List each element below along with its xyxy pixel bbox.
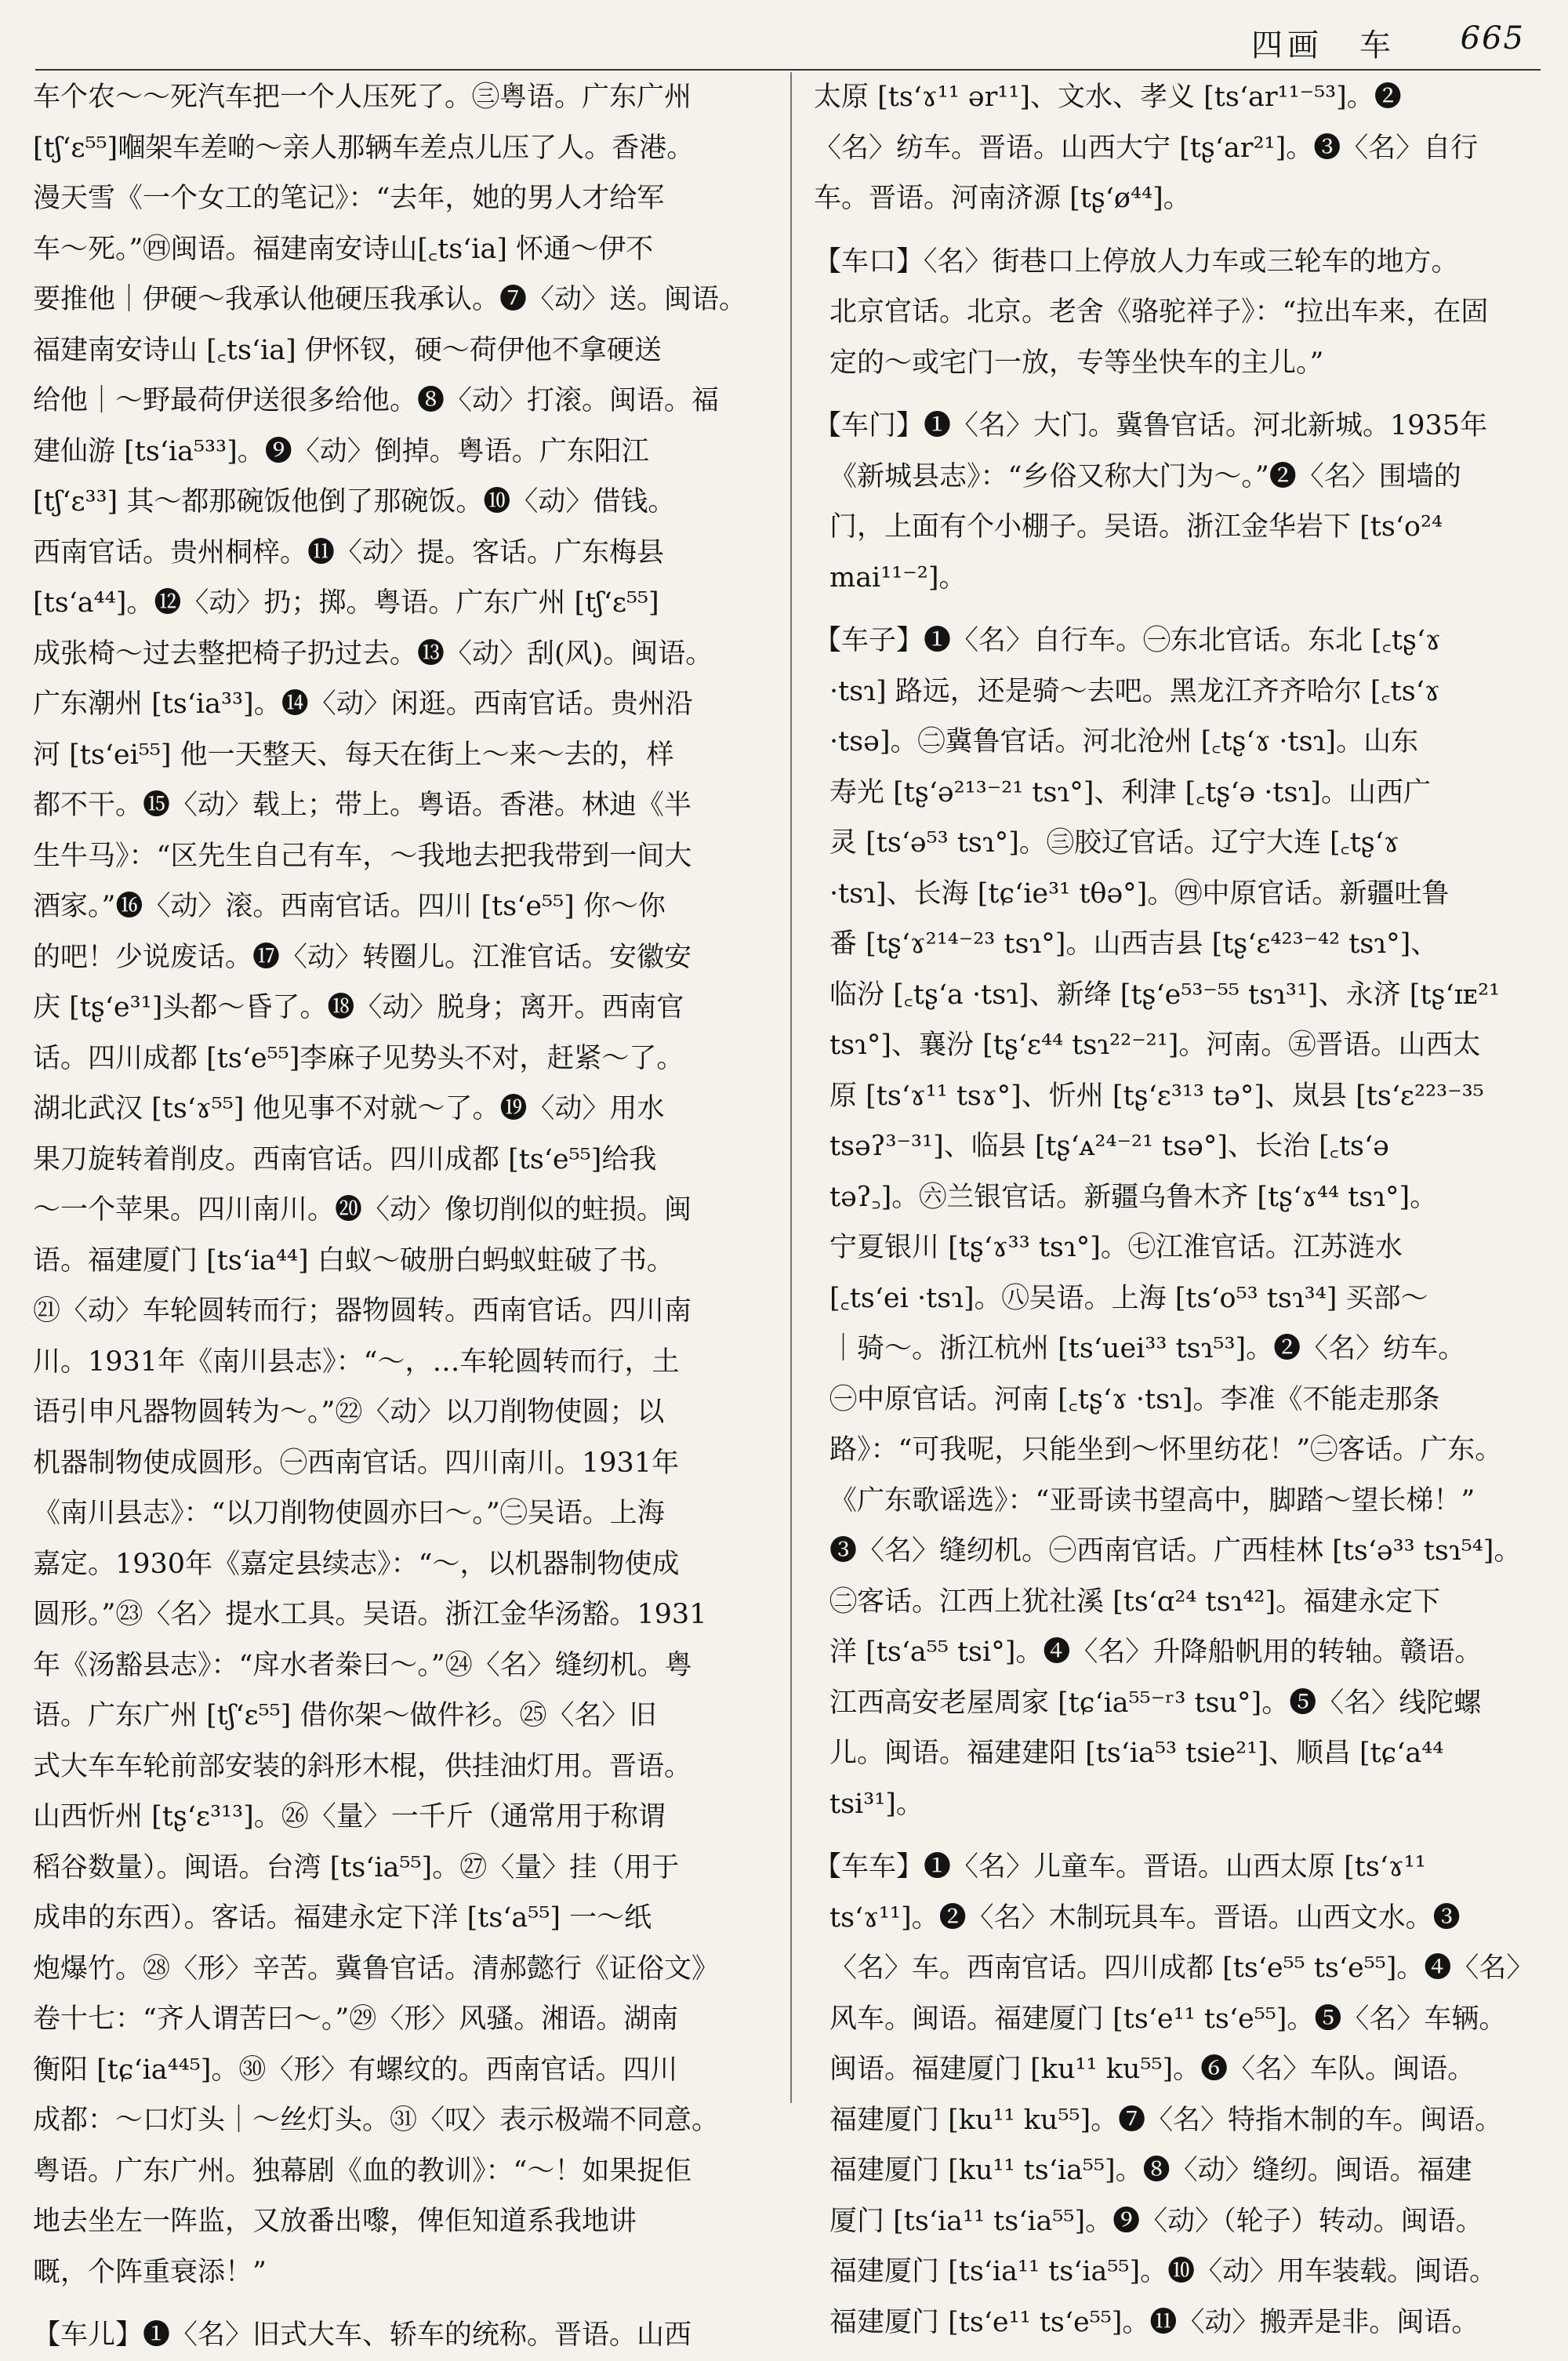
text-line: 成都：～口灯头｜～丝灯头。㉛〈叹〉表示极端不同意。 <box>33 2105 720 2136</box>
text-line: 年《汤豁县志》：“戽水者桊曰～。”㉔〈名〉缝纫机。粤 <box>33 1649 692 1681</box>
text-line: 灵 [tsʻə⁵³ tsɿ°]。㊂胶辽官话。辽宁大连 [꜀tʂʻɤ <box>829 827 1399 859</box>
text-line: 儿。闽语。福建建阳 [tsʻia⁵³ tsie²¹]、顺昌 [tɕʻa⁴⁴ <box>829 1738 1444 1769</box>
column-divider <box>790 72 792 2103</box>
text-line: 【车子】❶〈名〉自行车。㊀东北官话。东北 [꜀tʂʻɤ <box>814 625 1441 656</box>
text-line: 给他｜～野最荷伊送很多给他。❽〈动〉打滚。闽语。福 <box>33 385 720 416</box>
text-line: 宁夏银川 [tʂʻɤ³³ tsɿ°]。㊆江淮官话。江苏涟水 <box>829 1232 1403 1263</box>
text-line: 北京官话。北京。老舍《骆驼祥子》：“拉出车来，在固 <box>829 296 1489 328</box>
text-line: 的吧！少说废话。⓱〈动〉转圈儿。江淮官话。安徽安 <box>33 941 692 973</box>
text-line: [tʃʻɛ³³] 其～都那碗饭他倒了那碗饭。❿〈动〉借钱。 <box>33 486 676 518</box>
text-line: 厦门 [tsʻia¹¹ tsʻia⁵⁵]。❾〈动〉（轮子）转动。闽语。 <box>829 2205 1483 2237</box>
text-line: 生牛马》：“区先生自己有车，～我地去把我带到一间大 <box>33 840 692 872</box>
text-line: ～一个苹果。四川南川。⓴〈动〉像切削似的蛀损。闽 <box>33 1194 692 1226</box>
section-heading: 四画 车 <box>1251 27 1396 64</box>
text-line: 都不干。⓯〈动〉载上；带上。粤语。香港。林迪《半 <box>33 790 692 821</box>
text-line: [tʃʻɛ⁵⁵]嗰架车差啲～亲人那辆车差点儿压了人。香港。 <box>33 132 695 164</box>
text-line: 福建南安诗山 [꜀tsʻia] 伊怀钗，硬～荷伊他不拿硬送 <box>33 334 662 366</box>
text-line: 要推他｜伊硬～我承认他硬压我承认。❼〈动〉送。闽语。 <box>33 284 747 315</box>
text-line: 庆 [tʂʻe³¹]头都～昏了。⓲〈动〉脱身；离开。西南官 <box>33 992 684 1023</box>
right-column <box>814 72 1539 2338</box>
text-line: 【车门】❶〈名〉大门。冀鲁官话。河北新城。1935年 <box>814 410 1488 441</box>
text-line: 衡阳 [tɕʻia⁴⁴⁵]。㉚〈形〉有螺纹的。西南官话。四川 <box>33 2054 678 2086</box>
text-line: ㉑〈动〉车轮圆转而行；器物圆转。西南官话。四川南 <box>33 1295 692 1327</box>
text-line: 成张椅～过去整把椅子扔过去。⓭〈动〉刮(风)。闽语。 <box>33 637 713 670</box>
text-line: 江西高安老屋周家 [tɕʻia⁵⁵⁻ʳ³ tsu°]。❺〈名〉线陀螺 <box>829 1687 1482 1719</box>
text-line: 福建厦门 [ku¹¹ ku⁵⁵]。❼〈名〉特指木制的车。闽语。 <box>829 2104 1503 2136</box>
text-line: 卷十七：“齐人谓苦曰～。”㉙〈形〉风骚。湘语。湖南 <box>33 2003 679 2035</box>
text-line: 原 [tsʻɤ¹¹ tsɤ°]、忻州 [tʂʻɛ³¹³ tə°]、岚县 [tsʻɛ²²³⁻³⁵ <box>829 1080 1484 1112</box>
text-line: 广东潮州 [tsʻia³³]。⓮〈动〉闲逛。西南官话。贵州沿 <box>33 688 693 720</box>
header-rule <box>35 69 1541 71</box>
text-line: ㊁客话。江西上犹社溪 [tsʻɑ²⁴ tsɿ⁴²]。福建永定下 <box>829 1586 1441 1618</box>
text-line: ｜骑～。浙江杭州 [tsʻuei³³ tsɿ⁵³]。❷〈名〉纺车。 <box>829 1333 1466 1364</box>
text-line: 湖北武汉 [tsʻɤ⁵⁵] 他见事不对就～了。⓳〈动〉用水 <box>33 1093 665 1124</box>
continuation-text <box>33 72 766 2297</box>
text-line: 番 [tʂʻɤ²¹⁴⁻²³ tsɿ°]。山西吉县 [tʂʻɛ⁴²³⁻⁴² tsɿ°]、 <box>829 928 1439 960</box>
continuation-text <box>814 72 1539 224</box>
text-line: 嘉定。1930年《嘉定县续志》：“～，以机器制物使成 <box>33 1548 680 1580</box>
text-line: tsɿ°]、襄汾 [tʂʻɛ⁴⁴ tsɿ²²⁻²¹]。河南。㊄晋语。山西太 <box>829 1030 1481 1061</box>
text-line: 【车车】❶〈名〉儿童车。晋语。山西太原 [tsʻɤ¹¹ <box>814 1851 1426 1883</box>
text-line: 话。四川成都 [tsʻe⁵⁵]李麻子见势头不对，赶紧～了。 <box>33 1042 684 1074</box>
text-line: 嘅，个阵重衰添！” <box>33 2256 267 2288</box>
page-number: 665 <box>1460 20 1525 56</box>
dictionary-entry <box>33 2310 766 2361</box>
text-line: 稻谷数量）。闽语。台湾 [tsʻia⁵⁵]。㉗〈量〉挂（用于 <box>33 1851 680 1883</box>
text-line: tsəʔ³⁻³¹]、临县 [tʂʻᴀ²⁴⁻²¹ tsə°]、长治 [꜀tsʻə <box>829 1131 1389 1162</box>
dictionary-entry <box>814 1842 1539 2348</box>
text-line: 语。广东广州 [tʃʻɛ⁵⁵] 借你架～做件衫。㉕〈名〉旧 <box>33 1700 657 1731</box>
text-line: mai¹¹⁻²]。 <box>829 561 967 594</box>
text-line: 机器制物使成圆形。㊀西南官话。四川南川。1931年 <box>33 1447 680 1479</box>
dictionary-entry <box>814 616 1539 1829</box>
text-line: 语。福建厦门 [tsʻia⁴⁴] 白蚁～破册白蚂蚁蛀破了书。 <box>33 1244 674 1277</box>
text-line: 定的～或宅门一放，专等坐快车的主儿。” <box>829 347 1324 379</box>
text-line: ㊀中原官话。河南 [꜀tʂʻɤ ·tsɿ]。李准《不能走那条 <box>829 1383 1440 1415</box>
text-line: 福建厦门 [tsʻe¹¹ tsʻe⁵⁵]。⓫〈动〉搬弄是非。闽语。 <box>829 2306 1479 2338</box>
text-line: 酒家。”⓰〈动〉滚。西南官话。四川 [tsʻe⁵⁵] 你～你 <box>33 891 666 922</box>
text-line: 路》：“可我呢，只能坐到～怀里纺花！”㊁客话。广东。 <box>829 1434 1503 1466</box>
text-line: 粤语。广东广州。独幕剧《血的教训》：“～！如果捉佢 <box>33 2155 692 2187</box>
text-line: 山西忻州 [tʂʻɛ³¹³]。㉖〈量〉一千斤（通常用于称谓 <box>33 1801 666 1832</box>
text-line: 闽语。福建厦门 [ku¹¹ ku⁵⁵]。❻〈名〉车队。闽语。 <box>829 2054 1475 2085</box>
text-line: [tsʻa⁴⁴]。⓬〈动〉扔；掷。粤语。广东广州 [tʃʻɛ⁵⁵] <box>33 587 659 619</box>
text-line: 〈名〉车。西南官话。四川成都 [tsʻe⁵⁵ tsʻe⁵⁵]。❹〈名〉 <box>829 1952 1534 1984</box>
text-line: 河 [tsʻei⁵⁵] 他一天整天、每天在街上～来～去的，样 <box>33 739 674 771</box>
text-line: 福建厦门 [tsʻia¹¹ tsʻia⁵⁵]。❿〈动〉用车装载。闽语。 <box>829 2256 1497 2287</box>
text-line: 《新城县志》：“乡俗又称大门为～。”❷〈名〉围墙的 <box>829 460 1461 492</box>
dictionary-entry <box>814 237 1539 389</box>
text-line: tsʻɤ¹¹]。❷〈名〉木制玩具车。晋语。山西文水。❸ <box>829 1902 1461 1934</box>
text-line: 圆形。”㉓〈名〉提水工具。吴语。浙江金华汤豁。1931 <box>33 1599 707 1630</box>
text-line: [꜀tsʻei ·tsɿ]。㊇吴语。上海 [tsʻo⁵³ tsɿ³⁴] 买部～ <box>829 1282 1428 1314</box>
text-line: tsi³¹]。 <box>829 1788 924 1820</box>
text-line: 车。晋语。河南济源 [tʂʻø⁴⁴]。 <box>814 183 1191 214</box>
text-line: 门，上面有个小棚子。吴语。浙江金华岩下 [tsʻo²⁴ <box>829 511 1443 543</box>
text-line: 风车。闽语。福建厦门 [tsʻe¹¹ tsʻe⁵⁵]。❺〈名〉车辆。 <box>829 2003 1507 2035</box>
text-line: 式大车车轮前部安装的斜形木棍，供挂油灯用。晋语。 <box>33 1750 692 1782</box>
text-line: təʔ꜆]。㊅兰银官话。新疆乌鲁木齐 [tʂʻɤ⁴⁴ tsɿ°]。 <box>829 1181 1438 1213</box>
text-line: 建仙游 [tsʻia⁵³³]。❾〈动〉倒掉。粤语。广东阳江 <box>33 435 649 467</box>
text-line: 【车儿】❶〈名〉旧式大车、轿车的统称。晋语。山西 <box>33 2319 692 2351</box>
text-line: 漫天雪《一个女工的笔记》：“去年，她的男人才给军 <box>33 183 665 214</box>
text-line: ·tsɿ]、长海 [tɕʻie³¹ tθə°]。㊃中原官话。新疆吐鲁 <box>829 877 1450 910</box>
text-line: ❸〈名〉缝纫机。㊀西南官话。广西桂林 [tsʻə³³ tsɿ⁵⁴]。 <box>829 1535 1522 1567</box>
text-line: ·tsə]。㊁冀鲁官话。河北沧州 [꜀tʂʻɤ ·tsɿ]。山东 <box>829 726 1419 757</box>
text-line: 车个农～～死汽车把一个人压死了。㊂粤语。广东广州 <box>33 82 692 113</box>
text-line: ·tsɿ] 路远，还是骑～去吧。黑龙江齐齐哈尔 [꜀tsʻɤ <box>829 675 1440 707</box>
text-line: 果刀旋转着削皮。西南官话。四川成都 [tsʻe⁵⁵]给我 <box>33 1143 657 1175</box>
text-line: 〈名〉纺车。晋语。山西大宁 [tʂʻar²¹]。❸〈名〉自行 <box>814 132 1479 164</box>
text-line: 语引申凡器物圆转为～。”㉒〈动〉以刀削物使圆；以 <box>33 1397 665 1428</box>
text-line: 寿光 [tʂʻə²¹³⁻²¹ tsɿ°]、利津 [꜀tʂʻə ·tsɿ]。山西广 <box>829 776 1431 808</box>
text-line: 太原 [tsʻɤ¹¹ ər¹¹]、文水、孝义 [tsʻar¹¹⁻⁵³]。❷ <box>814 82 1402 113</box>
text-line: 车～死。”㊃闽语。福建南安诗山[꜀tsʻia] 怀通～伊不 <box>33 233 654 265</box>
text-line: 临汾 [꜀tʂʻa ·tsɿ]、新绛 [tʂʻe⁵³⁻⁵⁵ tsɿ³¹]、永济 [tʂʻɪᴇ²¹ <box>829 979 1501 1011</box>
text-line: 川。1931年《南川县志》：“～，…车轮圆转而行，土 <box>33 1346 680 1378</box>
page-header <box>0 14 1568 64</box>
entry-list <box>33 2310 766 2361</box>
entry-list <box>814 237 1539 2348</box>
text-line: 《南川县志》：“以刀削物使圆亦曰～。”㊁吴语。上海 <box>33 1498 665 1529</box>
text-line: 炮爆竹。㉘〈形〉辛苦。冀鲁官话。清郝懿行《证俗文》 <box>33 1952 720 1985</box>
text-line: 洋 [tsʻa⁵⁵ tsi°]。❹〈名〉升降船帆用的转轴。赣语。 <box>829 1636 1483 1668</box>
text-line: 西南官话。贵州桐梓。⓫〈动〉提。客话。广东梅县 <box>33 536 665 568</box>
text-line: 《广东歌谣选》：“亚哥读书望高中，脚踏～望长梯！” <box>829 1484 1475 1516</box>
left-column <box>33 72 766 2351</box>
text-line: 成串的东西）。客话。福建永定下洋 [tsʻa⁵⁵] 一～纸 <box>33 1902 652 1934</box>
text-line: 地去坐左一阵监，又放番出嚟，俾佢知道系我地讲 <box>33 2206 637 2237</box>
dictionary-entry <box>814 401 1539 603</box>
text-line: 福建厦门 [ku¹¹ tsʻia⁵⁵]。❽〈动〉缝纫。闽语。福建 <box>829 2155 1472 2186</box>
text-line: 【车口】〈名〉街巷口上停放人力车或三轮车的地方。 <box>814 245 1459 278</box>
